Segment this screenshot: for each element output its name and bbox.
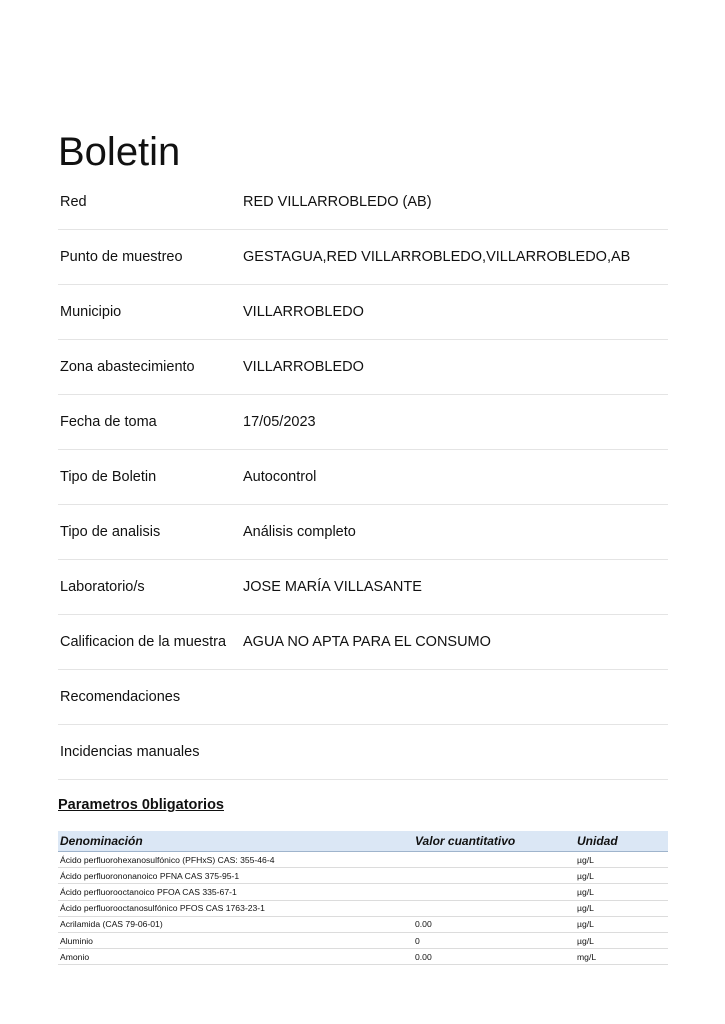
- info-label: Punto de muestreo: [60, 249, 183, 265]
- cell-denominacion: Ácido perfluorononanoico PFNA CAS 375-95-1: [60, 870, 240, 881]
- page-title: Boletin: [58, 130, 181, 174]
- info-row: [58, 285, 668, 340]
- cell-unidad: µg/L: [577, 903, 594, 914]
- info-label: Incidencias manuales: [60, 744, 200, 760]
- info-row: [58, 505, 668, 560]
- table-row: [58, 868, 668, 884]
- info-table: [58, 175, 668, 780]
- info-label: Zona abastecimiento: [60, 359, 195, 375]
- column-header-denominacion: Denominación: [60, 834, 143, 848]
- info-row: [58, 395, 668, 450]
- cell-unidad: µg/L: [577, 919, 594, 930]
- table-row: [58, 901, 668, 917]
- cell-unidad: µg/L: [577, 886, 594, 897]
- cell-unidad: µg/L: [577, 870, 594, 881]
- info-row: [58, 615, 668, 670]
- info-value: Análisis completo: [243, 524, 356, 540]
- section-title: Parametros 0bligatorios: [58, 797, 224, 813]
- info-row: [58, 340, 668, 395]
- info-value: JOSE MARÍA VILLASANTE: [243, 579, 422, 595]
- info-label: Recomendaciones: [60, 689, 181, 705]
- info-row: [58, 450, 668, 505]
- cell-denominacion: Ácido perfluorooctanosulfónico PFOS CAS 1763-23-1: [60, 903, 265, 914]
- info-label: Municipio: [60, 304, 122, 320]
- info-value: Autocontrol: [243, 469, 317, 485]
- cell-unidad: mg/L: [577, 951, 597, 962]
- table-row: [58, 917, 668, 933]
- table-row: [58, 933, 668, 949]
- parameters-table: [58, 831, 668, 965]
- cell-valor: 0.00: [415, 951, 432, 962]
- column-header-valor: Valor cuantitativo: [415, 834, 516, 848]
- info-value: VILLARROBLEDO: [243, 359, 364, 375]
- table-header: [58, 831, 668, 852]
- cell-denominacion: Acrilamida (CAS 79-06-01): [60, 919, 163, 930]
- cell-denominacion: Ácido perfluorooctanoico PFOA CAS 335-67-1: [60, 886, 237, 897]
- table-row: [58, 949, 668, 965]
- info-value: RED VILLARROBLEDO (AB): [243, 194, 432, 210]
- info-value: AGUA NO APTA PARA EL CONSUMO: [243, 634, 491, 650]
- cell-denominacion: Amonio: [60, 951, 90, 962]
- cell-valor: 0.00: [415, 919, 432, 930]
- info-label: Tipo de analisis: [60, 524, 161, 540]
- info-label: Red: [60, 194, 87, 210]
- info-label: Calificacion de la muestra: [60, 634, 227, 650]
- cell-valor: 0: [415, 935, 420, 946]
- column-header-unidad: Unidad: [577, 834, 618, 848]
- info-row: [58, 230, 668, 285]
- cell-unidad: µg/L: [577, 935, 594, 946]
- info-label: Laboratorio/s: [60, 579, 145, 595]
- info-row: [58, 560, 668, 615]
- info-value: VILLARROBLEDO: [243, 304, 364, 320]
- cell-denominacion: Ácido perfluorohexanosulfónico (PFHxS) CAS: 355-46-4: [60, 854, 275, 865]
- info-label: Tipo de Boletin: [60, 469, 157, 485]
- info-label: Fecha de toma: [60, 414, 157, 430]
- info-row: [58, 670, 668, 725]
- cell-denominacion: Aluminio: [60, 935, 93, 946]
- info-value: GESTAGUA,RED VILLARROBLEDO,VILLARROBLEDO,AB: [243, 249, 631, 265]
- info-value: 17/05/2023: [243, 414, 316, 430]
- info-row: [58, 725, 668, 780]
- table-row: [58, 884, 668, 900]
- cell-unidad: µg/L: [577, 854, 594, 865]
- table-row: [58, 852, 668, 868]
- info-row: [58, 175, 668, 230]
